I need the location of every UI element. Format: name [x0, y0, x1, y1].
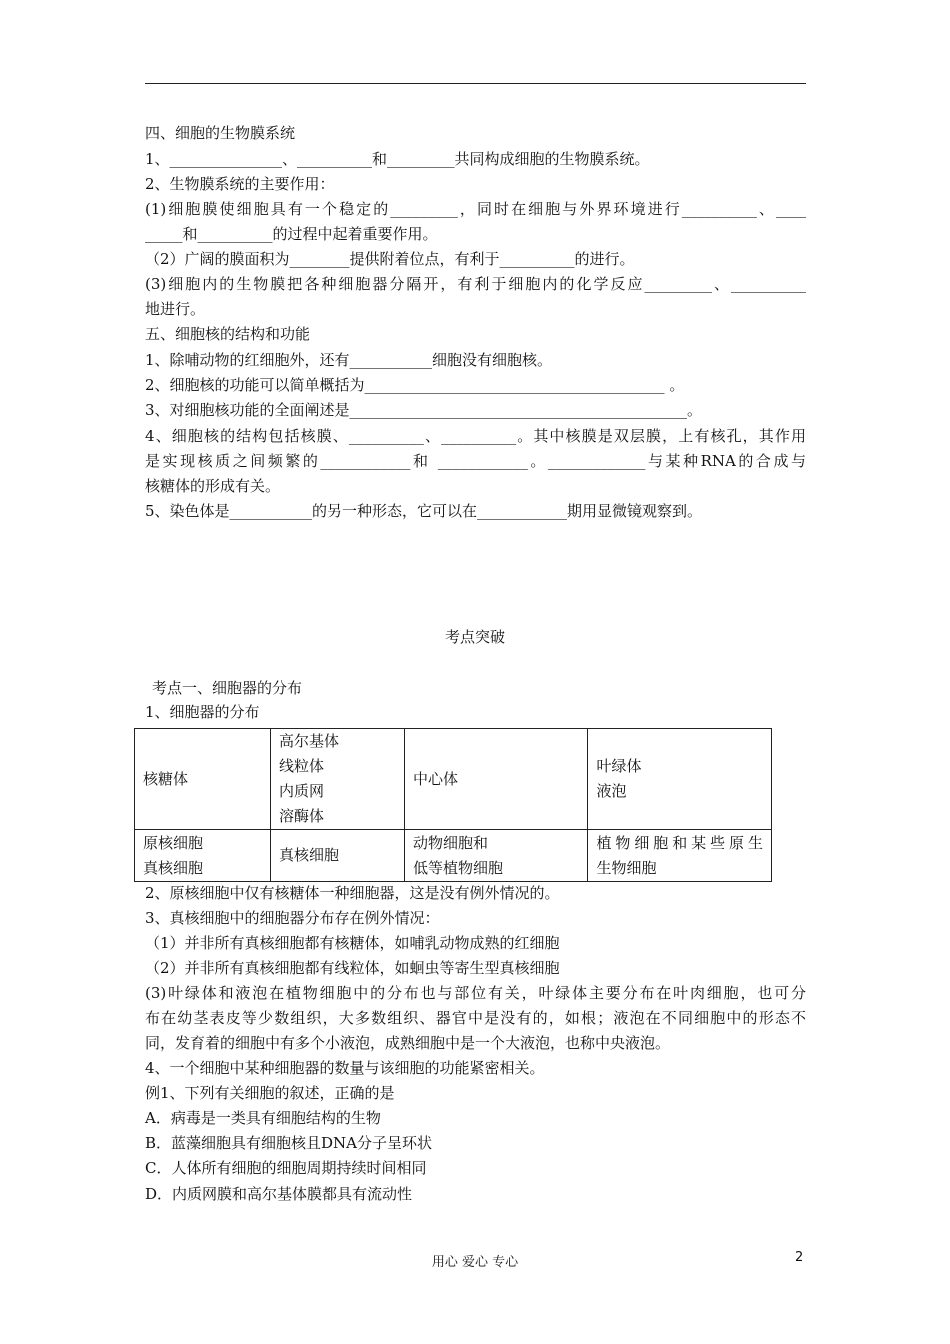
section5-line4: 4、细胞核的结构包括核膜、__________、__________。其中核膜是双层膜，上有核孔，其作用: [145, 427, 806, 445]
table-cell-line: 动物细胞和: [412, 833, 488, 852]
section5-line3: 3、对细胞核功能的全面阐述是_____________________________________________。: [145, 401, 703, 419]
table-cell-line: 原核细胞: [143, 833, 204, 852]
section4-line2: 2、生物膜系统的主要作用：: [145, 175, 335, 193]
kaodian-sub1: 考点一、细胞器的分布: [152, 679, 303, 697]
note-2: 2、原核细胞中仅有核糖体一种细胞器，这是没有例外情况的。: [145, 884, 560, 902]
table-cell: 中心体: [404, 729, 588, 830]
section5-line5: 是实现核质之间频繁的____________和 ____________。_____________与某种RNA的合成与: [145, 452, 806, 470]
organelle-table: [134, 728, 772, 882]
table-cell-line: 高尔基体: [278, 732, 339, 750]
table-cell: [135, 830, 271, 882]
table-cell-line: 液泡: [596, 782, 627, 800]
example-stem: 例1、下列有关细胞的叙述，正确的是: [145, 1084, 395, 1102]
note-3c-line1: (3)叶绿体和液泡在植物细胞中的分布也与部位有关，叶绿体主要分布在叶肉细胞，也可分: [145, 984, 806, 1002]
footer-text: 用心 爱心 专心: [431, 1255, 519, 1270]
section4-line1: 1、_______________、__________和_________共同构成细胞的生物膜系统。: [145, 150, 650, 168]
table-cell-line: 线粒体: [278, 757, 324, 775]
table-cell: [588, 830, 772, 882]
table-cell: [270, 729, 404, 830]
section5-line1: 1、除哺动物的红细胞外，还有___________细胞没有细胞核。: [145, 351, 553, 369]
table-cell-line: 真核细胞: [143, 858, 204, 877]
section5-line7: 5、染色体是___________的另一种形态，它可以在____________期用显微镜观察到。: [145, 502, 703, 520]
table-row: [135, 830, 772, 882]
note-3c-line2: 布在幼茎表皮等少数组织，大多数组织、器官中是没有的，如根；液泡在不同细胞中的形态不: [145, 1009, 806, 1027]
section5-title: 五、细胞核的结构和功能: [145, 325, 311, 343]
section4-line7: 地进行。: [145, 300, 206, 318]
example-option-a: A．病毒是一类具有细胞结构的生物: [145, 1109, 381, 1127]
table-cell: [588, 729, 772, 830]
section4-line6: (3)细胞内的生物膜把各种细胞器分隔开，有利于细胞内的化学反应_________、__________: [145, 275, 806, 293]
example-option-d: D．内质网膜和高尔基体膜都具有流动性: [145, 1185, 413, 1203]
table-cell-line: 溶酶体: [278, 807, 324, 825]
header-rule: [145, 83, 806, 84]
table-cell: 真核细胞: [270, 830, 404, 882]
kaodian-sub2: 1、细胞器的分布: [145, 703, 260, 721]
section4-line5: （2）广阔的膜面积为________提供附着位点，有利于__________的进行。: [145, 250, 635, 268]
note-3c-line3: 同，发育着的细胞中有多个小液泡，成熟细胞中是一个大液泡，也称中央液泡。: [145, 1034, 671, 1052]
section4-title: 四、细胞的生物膜系统: [145, 124, 296, 142]
table-cell-line: 低等植物细胞: [412, 858, 503, 877]
section5-line6: 核糖体的形成有关。: [145, 477, 281, 495]
table-cell-line: 植物细胞和某些原生: [596, 833, 763, 852]
table-cell-line: 内质网: [278, 782, 324, 800]
kaodian-heading: 考点突破: [444, 628, 505, 646]
note-3b: （2）并非所有真核细胞都有线粒体，如蛔虫等寄生型真核细胞: [145, 959, 560, 977]
table-cell-line: 叶绿体: [596, 757, 642, 775]
section5-line2: 2、细胞核的功能可以简单概括为________________________________________ 。: [145, 376, 685, 394]
table-cell-line: 生物细胞: [596, 858, 657, 877]
table-cell: [404, 830, 588, 882]
table-cell: 核糖体: [135, 729, 271, 830]
table-row: [135, 729, 772, 830]
example-option-b: B．蓝藻细胞具有细胞核且DNA分子呈环状: [145, 1134, 433, 1152]
note-4: 4、一个细胞中某种细胞器的数量与该细胞的功能紧密相关。: [145, 1059, 545, 1077]
note-3: 3、真核细胞中的细胞器分布存在例外情况：: [145, 909, 440, 927]
note-3a: （1）并非所有真核细胞都有核糖体，如哺乳动物成熟的红细胞: [145, 934, 560, 952]
page-number: 2: [795, 1250, 804, 1265]
section4-line4: _____和__________的过程中起着重要作用。: [145, 225, 438, 243]
example-option-c: C．人体所有细胞的细胞周期持续时间相同: [145, 1159, 427, 1177]
section4-line3: (1)细胞膜使细胞具有一个稳定的_________，同时在细胞与外界环境进行__________、____: [145, 200, 806, 218]
